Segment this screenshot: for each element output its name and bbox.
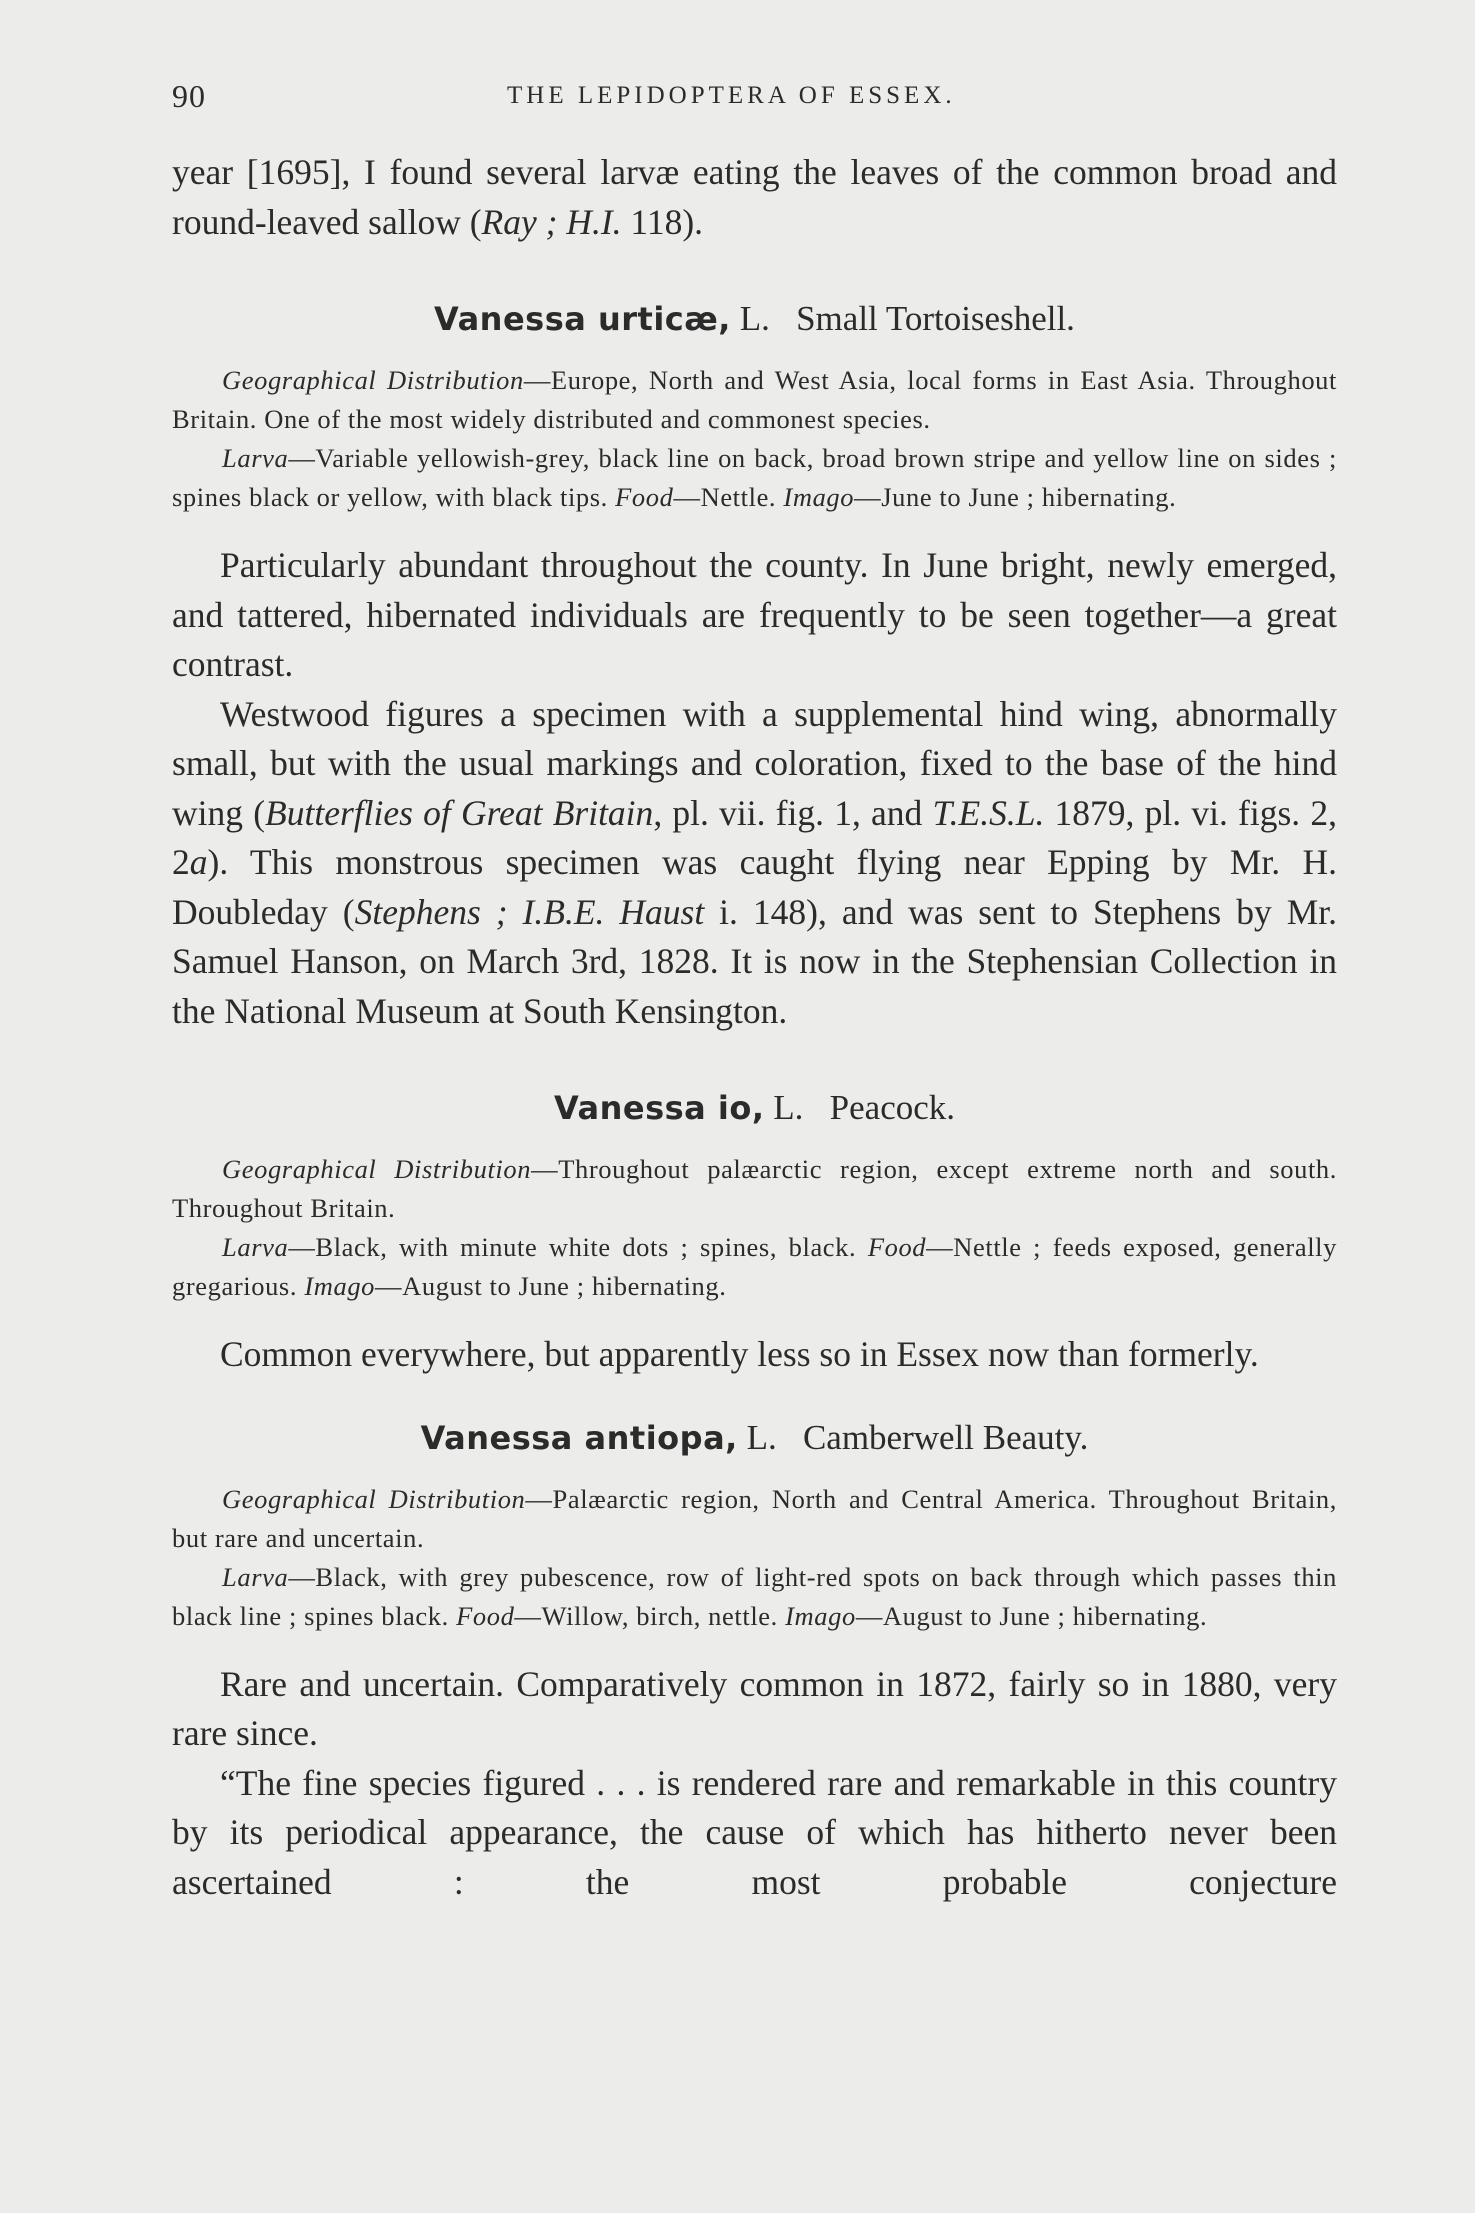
species-distribution <box>172 361 1337 439</box>
species-authority: L. <box>737 1417 777 1457</box>
species-heading-io <box>172 1088 1337 1128</box>
larva-text: —Black, with grey pubescence, row of light-red spots on back through which passes thin black line ; spines black. <box>172 1561 1337 1631</box>
food-text: —Willow, birch, nettle. <box>514 1600 786 1631</box>
paragraph-text: i. 148), and was sent to Stephens by Mr. Samuel Hanson, on March 3rd, 1828. It is now in the Stephensian Collection in the National Museum at South Kensington. <box>172 891 1337 1031</box>
urticae-paragraph-2 <box>172 690 1337 1037</box>
food-label: Food <box>615 482 674 512</box>
antiopa-paragraph-1: Rare and uncertain. Comparatively common in 1872, fairly so in 1880, very rare since. <box>172 1663 1337 1753</box>
journal-reference: T.E.S.L. <box>932 792 1045 833</box>
species-name: Vanessa urticæ, <box>434 300 731 338</box>
species-common-name: Small Tortoiseshell. <box>796 299 1075 338</box>
species-common-name: Camberwell Beauty. <box>802 1417 1089 1457</box>
io-paragraph-1: Common everywhere, but apparently less so in Essex now than formerly. <box>220 1334 1259 1374</box>
species-larva <box>172 1228 1337 1306</box>
running-title: THE LEPIDOPTERA OF ESSEX. <box>507 82 956 109</box>
intro-paragraph <box>172 148 1337 247</box>
paragraph-text: , pl. vii. fig. 1, and <box>653 792 933 833</box>
species-distribution <box>172 1480 1337 1558</box>
larva-label: Larva <box>222 443 289 473</box>
species-common-name: Peacock. <box>829 1088 956 1127</box>
imago-text: —August to June ; hibernating. <box>855 1600 1208 1631</box>
food-text: —Nettle. <box>673 482 777 512</box>
species-authority: L. <box>764 1088 804 1127</box>
distribution-text: —Palæarctic region, North and Central America. Throughout Britain, but rare and uncertain. <box>172 1483 1338 1553</box>
larva-label: Larva <box>222 1232 289 1262</box>
figure-suffix: a <box>189 842 208 882</box>
imago-label: Imago <box>783 482 855 512</box>
distribution-text: —Throughout palæarctic region, except extreme north and south. Throughout Britain. <box>172 1154 1337 1223</box>
intro-text-end: 118). <box>621 201 704 242</box>
species-name: Vanessa antiopa, <box>420 1418 738 1457</box>
food-label: Food <box>867 1232 927 1262</box>
antiopa-paragraph-2: “The fine species figured . . . is rendered rare and remarkable in this country by its periodical appearance, the cause of which has hitherto never been ascertained : the most probable conjecture <box>172 1762 1337 1902</box>
species-name: Vanessa io, <box>553 1089 765 1127</box>
imago-text: —August to June ; hibernating. <box>375 1271 727 1301</box>
species-heading-antiopa <box>172 1418 1337 1458</box>
page-content <box>172 148 1337 1907</box>
larva-label: Larva <box>222 1561 289 1592</box>
imago-text: —June to June ; hibernating. <box>854 482 1177 512</box>
larva-text: —Black, with minute white dots ; spines, black. <box>288 1232 868 1262</box>
urticae-paragraph-1: Particularly abundant throughout the county. In June bright, newly emerged, and tattered, hibernated individuals are frequently to be seen together—a great contrast. <box>172 545 1337 684</box>
distribution-label: Geographical Distribution <box>222 365 524 395</box>
running-head <box>172 78 1335 118</box>
paragraph-text: Westwood figures a specimen with a supplemental hind wing, abnormally small, but with the usual markings and coloration, fixed to the base of the hind wing ( <box>172 693 1337 833</box>
larva-text: —Variable yellowish-grey, black line on back, broad brown stripe and yellow line on sides ; spines black or yellow, with black tips. <box>172 443 1337 512</box>
species-larva <box>172 439 1337 517</box>
book-reference: Butterflies of Great Britain <box>265 792 654 833</box>
paragraph-text: 1879, pl. vi. figs. 2, 2 <box>172 792 1338 882</box>
imago-label: Imago <box>304 1271 376 1301</box>
distribution-label: Geographical Distribution <box>222 1483 526 1514</box>
page-number: 90 <box>172 78 206 114</box>
distribution-label: Geographical Distribution <box>222 1154 532 1184</box>
imago-label: Imago <box>785 1600 856 1631</box>
citation-reference: Stephens ; I.B.E. Haust <box>354 891 705 932</box>
species-larva <box>172 1558 1337 1636</box>
distribution-text: —Europe, North and West Asia, local forms in East Asia. Throughout Britain. One of the most widely distributed and commonest species. <box>172 365 1337 434</box>
intro-text: year [1695], I found several larvæ eating the leaves of the common broad and round-leaved sallow ( <box>172 152 1337 242</box>
paragraph-text: ). This monstrous specimen was caught flying near Epping by Mr. H. Doubleday ( <box>172 842 1337 932</box>
food-label: Food <box>456 1600 515 1631</box>
food-text: —Nettle ; feeds exposed, generally gregarious. <box>172 1232 1337 1301</box>
species-distribution <box>172 1150 1337 1228</box>
species-heading-urticae <box>172 299 1337 339</box>
intro-reference: Ray ; H.I. <box>481 201 622 242</box>
species-authority: L. <box>730 299 770 338</box>
